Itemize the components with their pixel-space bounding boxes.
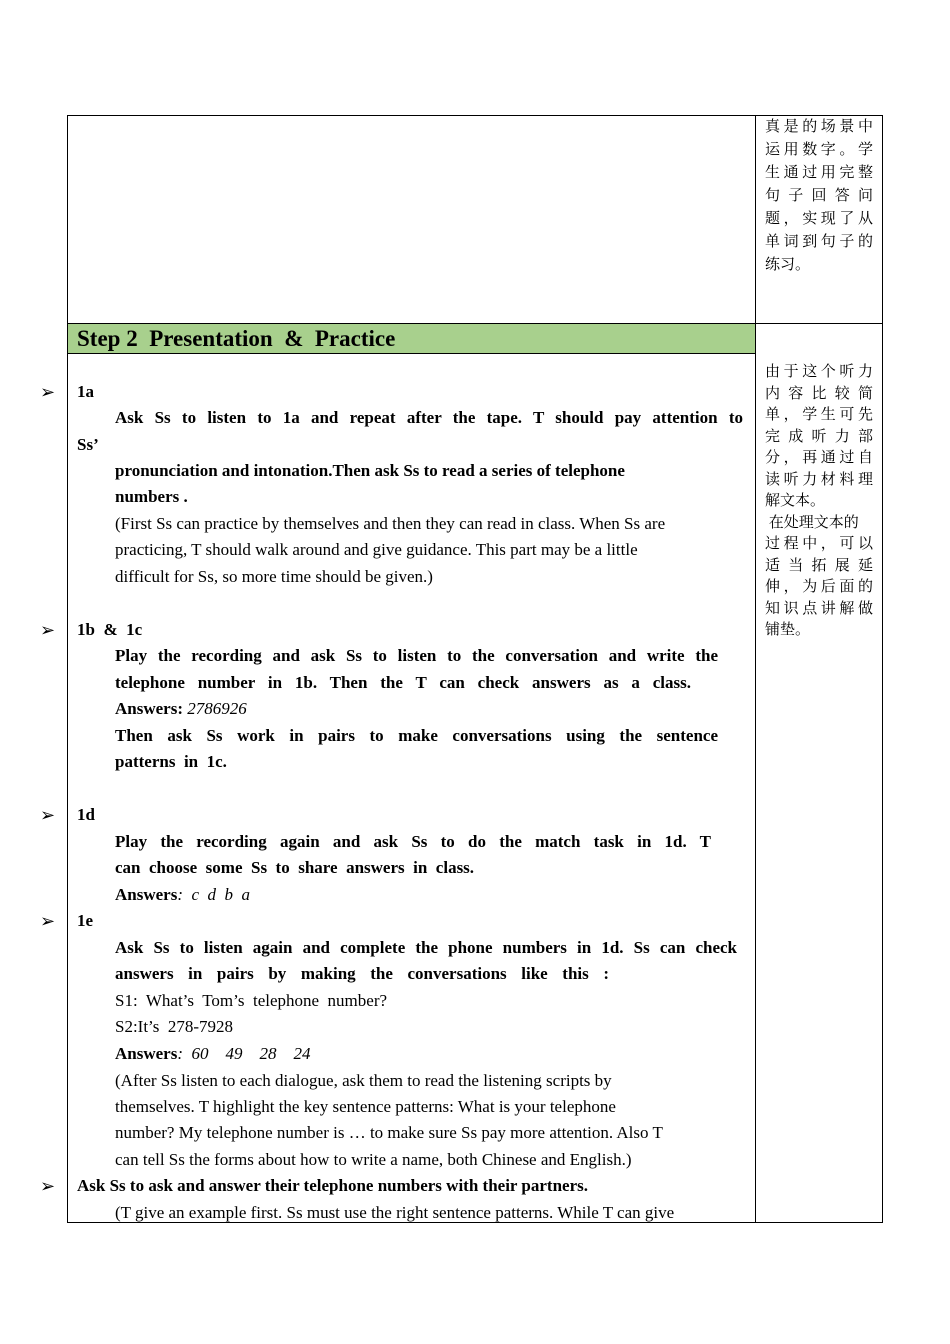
note-line: 单词到句子的 xyxy=(765,234,873,250)
bullet-arrow-icon: ➢ xyxy=(40,1176,56,1196)
step-title-bar xyxy=(68,324,755,354)
section-1a-note: (First Ss can practice by themselves and then they can read in class. When Ss are xyxy=(115,514,666,533)
answers-value: : 60 49 28 24 xyxy=(177,1044,311,1063)
pair-practice-text: Ask Ss to ask and answer their telephone numbers with their partners. xyxy=(77,1176,588,1195)
note-line: 运用数字。学 xyxy=(765,142,873,158)
bullet-arrow-icon: ➢ xyxy=(40,805,56,825)
column-divider xyxy=(755,115,756,1223)
section-1bc-text: patterns in 1c. xyxy=(115,752,227,771)
section-1bc-text: Play the recording and ask Ss to listen to the conversation and write the xyxy=(115,646,718,665)
answers-value: : c d b a xyxy=(177,885,251,904)
bullet-arrow-icon: ➢ xyxy=(40,382,56,402)
section-1e-note: (After Ss listen to each dialogue, ask them to read the listening scripts by xyxy=(115,1071,612,1090)
section-1a-text: numbers . xyxy=(115,487,188,506)
note-line: 完 成 听 力 部 xyxy=(765,428,873,445)
note-line: 知识点讲解做 xyxy=(765,600,873,617)
bullet-arrow-icon: ➢ xyxy=(40,620,56,640)
section-1a-text: Ss’ xyxy=(77,435,99,454)
pair-practice-note: (T give an example first. Ss must use the right sentence patterns. While T can give xyxy=(115,1203,675,1222)
section-1d-heading: 1d xyxy=(77,805,95,824)
note-line: 单，学生可先 xyxy=(765,407,873,423)
section-1e-heading: 1e xyxy=(77,911,94,930)
note-line: 读听力材料理 xyxy=(765,471,873,488)
note-line: 铺垫。 xyxy=(765,622,811,638)
note-line: 适 当 拓 展 延 xyxy=(765,557,873,574)
note-line: 过程中，可以 xyxy=(765,536,873,552)
section-1a-heading: 1a xyxy=(77,382,94,401)
section-1bc-heading: 1b & 1c xyxy=(77,620,143,639)
section-1e-note: can tell Ss the forms about how to write a name, both Chinese and English.) xyxy=(115,1150,632,1169)
section-1e-text: Ask Ss to listen again and complete the phone numbers in 1d. Ss can check xyxy=(115,938,737,957)
note-line: 伸，为后面的 xyxy=(765,579,873,595)
note-line: 在处理文本的 xyxy=(765,514,859,531)
table-top-border xyxy=(67,115,883,116)
section-1d-answers xyxy=(115,882,250,908)
note-line: 题，实现了从 xyxy=(765,211,873,227)
table-left-border xyxy=(67,115,68,1223)
answers-value: 2786926 xyxy=(187,699,247,718)
side-note-mid xyxy=(765,362,873,642)
section-1a-text: pronunciation and intonation.Then ask Ss to read a series of telephone xyxy=(115,461,625,480)
section-1a-note: difficult for Ss, so more time should be given.) xyxy=(115,567,433,586)
answers-label: Answers xyxy=(115,885,178,904)
section-1e-dialogue: S1: What’s Tom’s telephone number? xyxy=(115,991,388,1010)
section-1d-text: Play the recording again and ask Ss to do the match task in 1d. T xyxy=(115,832,711,851)
note-line: 解文本。 xyxy=(765,493,826,509)
section-1d-text: can choose some Ss to share answers in class. xyxy=(115,858,475,877)
section-1a-note: practicing, T should walk around and give guidance. This part may be a little xyxy=(115,540,638,559)
note-line: 句 子 回 答 问 xyxy=(765,188,873,204)
side-note-top xyxy=(765,116,873,277)
section-1bc-answers xyxy=(115,696,247,722)
section-1e-note: number? My telephone number is … to make sure Ss pay more attention. Also T xyxy=(115,1123,663,1142)
section-1e-note: themselves. T highlight the key sentence patterns: What is your telephone xyxy=(115,1097,616,1116)
section-1e-text: answers in pairs by making the conversations like this : xyxy=(115,964,609,983)
note-line: 生通过用完整 xyxy=(765,165,873,181)
note-line: 由于这个听力 xyxy=(765,364,873,380)
section-1e-dialogue: S2:It’s 278-7928 xyxy=(115,1017,234,1036)
table-right-border xyxy=(882,115,883,1223)
note-line: 内 容 比 较 简 xyxy=(765,385,873,402)
answers-label: Answers xyxy=(115,1044,178,1063)
section-1bc-text: Then ask Ss work in pairs to make conversations using the sentence xyxy=(115,726,718,745)
section-1a-text: Ask Ss to listen to 1a and repeat after the tape. T should pay attention to xyxy=(115,408,743,427)
section-1e-answers xyxy=(115,1041,311,1067)
note-line: 练习。 xyxy=(765,257,811,273)
answers-label: Answers: xyxy=(115,699,183,718)
note-line: 分，再通过自 xyxy=(765,450,873,466)
bullet-arrow-icon: ➢ xyxy=(40,911,56,931)
note-line: 真是的场景中 xyxy=(765,119,873,135)
section-1bc-text: telephone number in 1b. Then the T can check answers as a class. xyxy=(115,673,691,692)
step-title: Step 2 Presentation & Practice xyxy=(77,326,396,351)
